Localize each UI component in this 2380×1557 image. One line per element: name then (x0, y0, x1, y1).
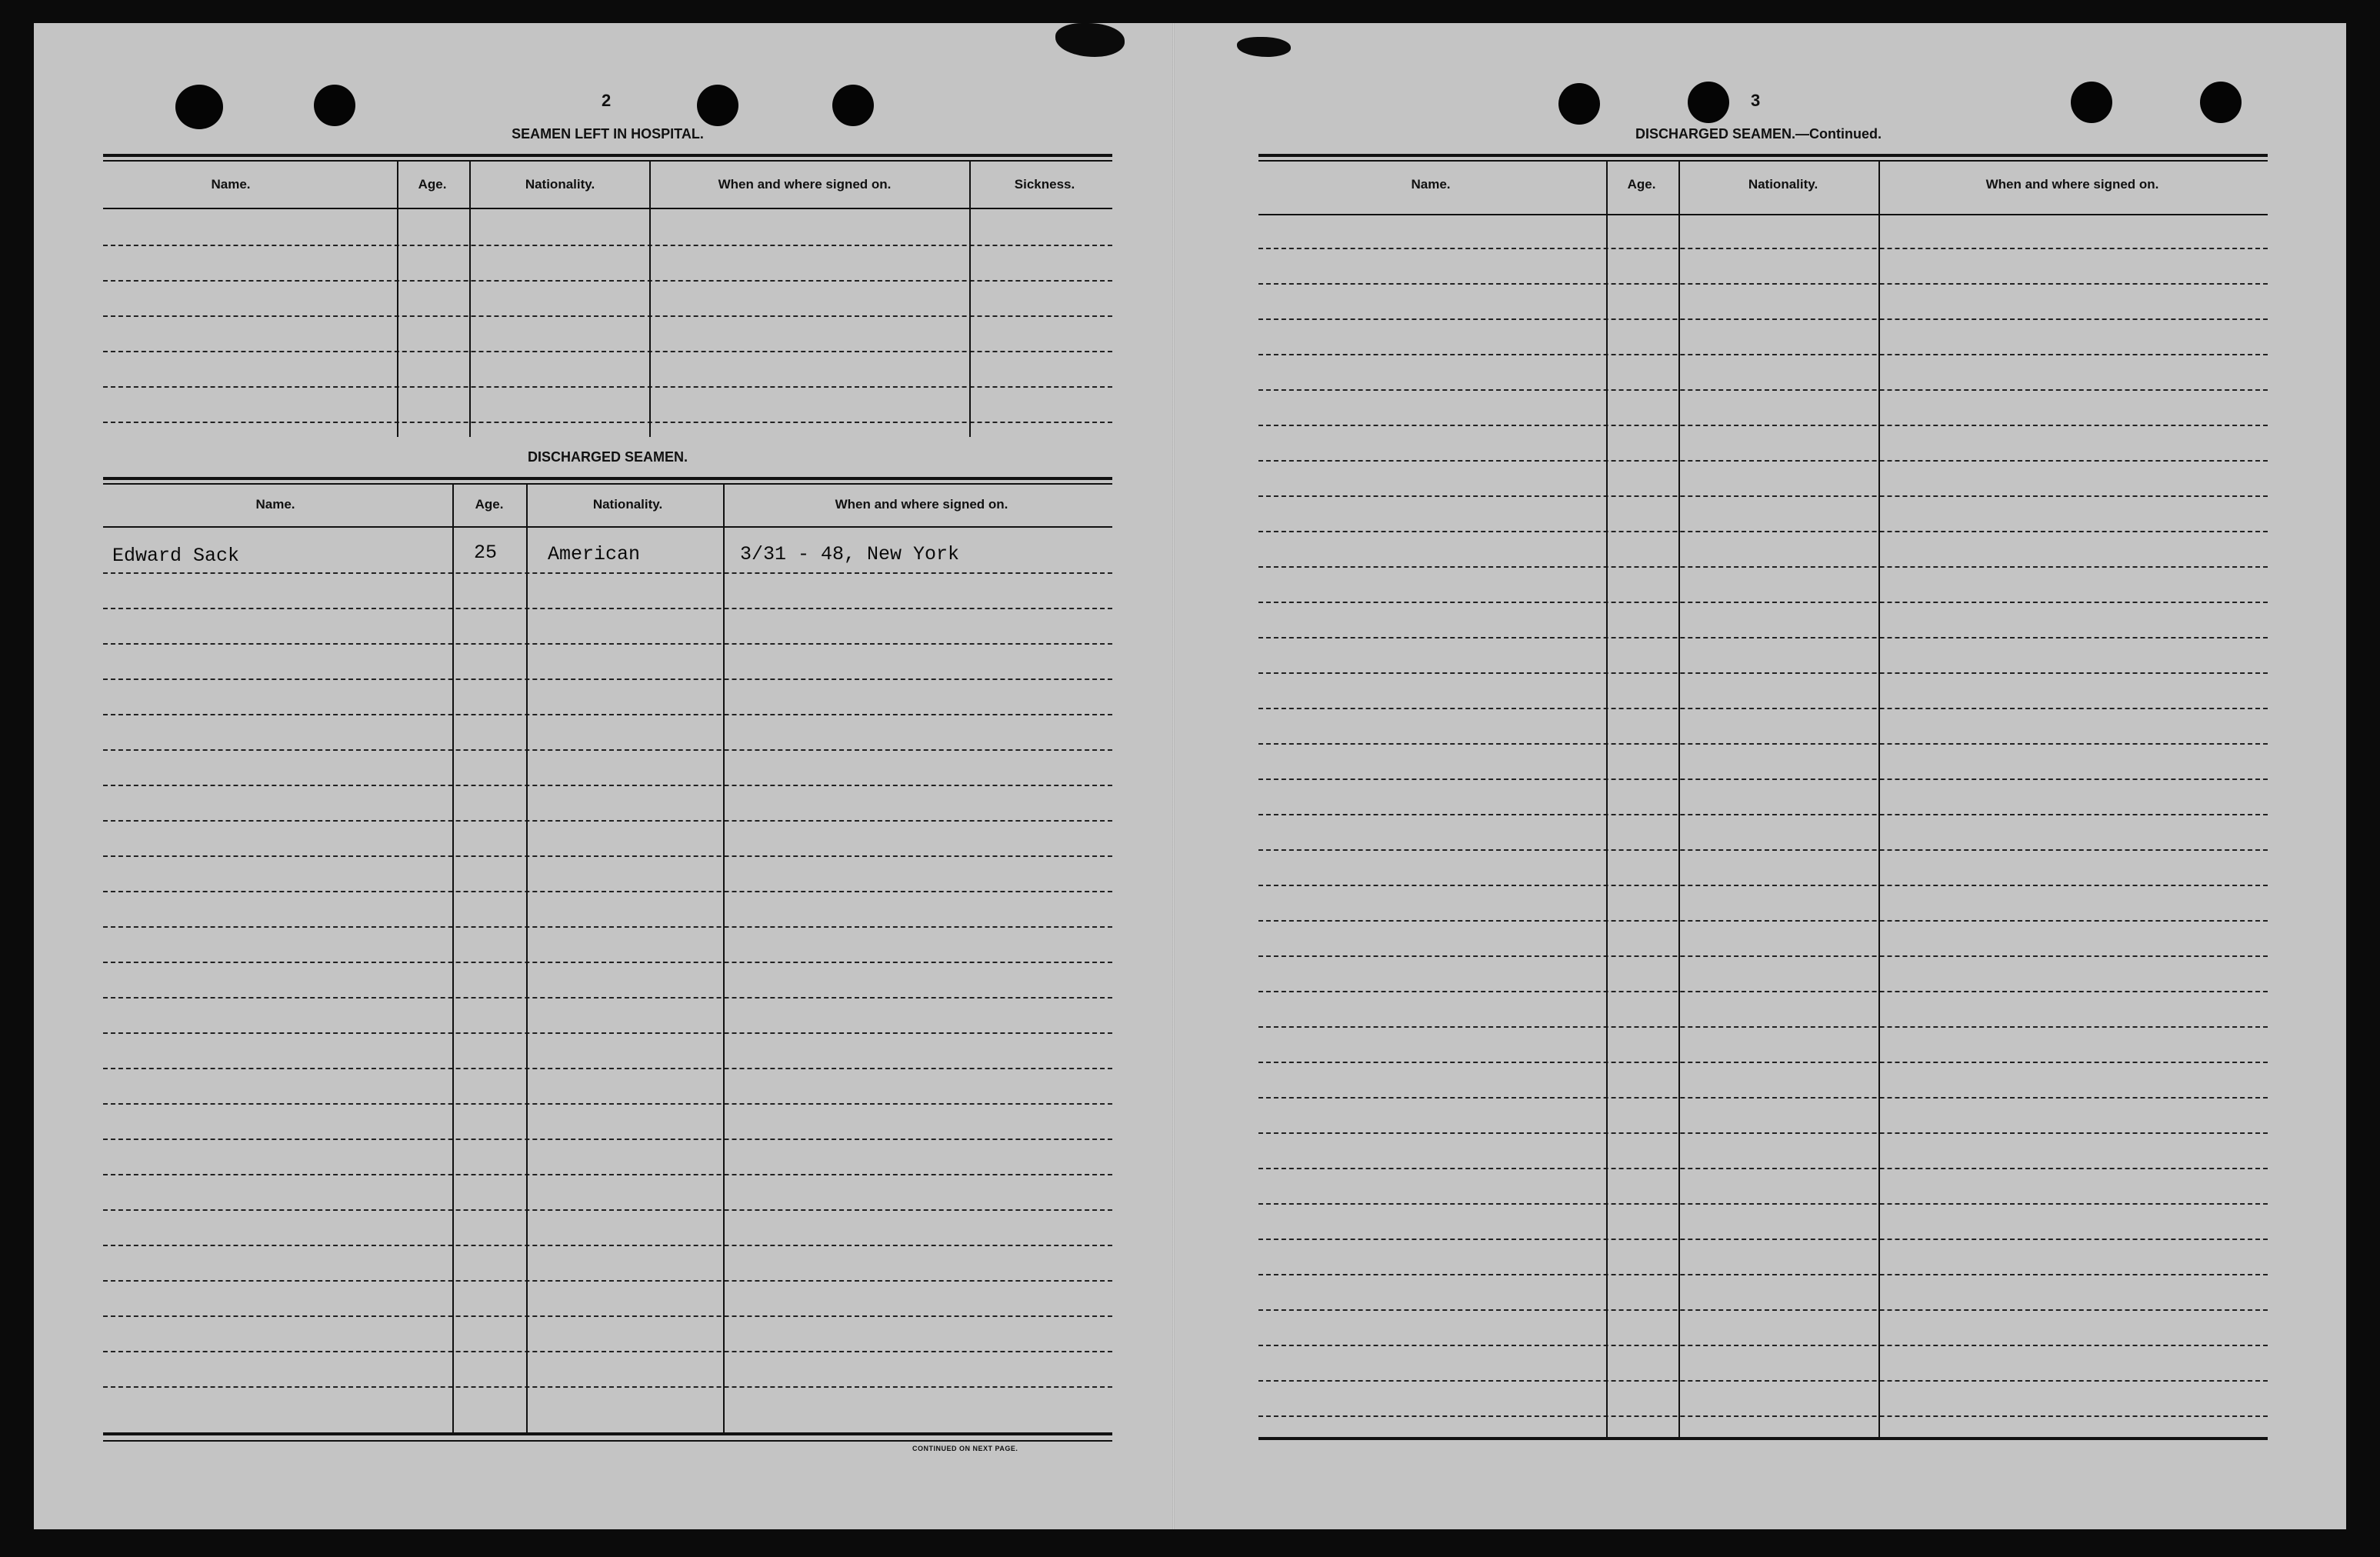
section-title-hospital: SEAMEN LEFT IN HOSPITAL. (512, 126, 704, 142)
ruled-line (1258, 778, 2268, 780)
ruled-line (1258, 1274, 2268, 1275)
discharged-name: Edward Sack (112, 545, 240, 567)
ruled-line (1258, 495, 2268, 497)
column-divider (1678, 162, 1680, 1440)
ruled-line (1258, 1309, 2268, 1311)
rule (1258, 160, 2268, 162)
column-header-sickness: Sickness. (1014, 177, 1075, 192)
ruled-line (1258, 248, 2268, 249)
header-rule (1258, 214, 2268, 215)
column-header-name: Name. (255, 497, 295, 512)
ruled-line (1258, 1097, 2268, 1099)
ruled-line (1258, 885, 2268, 886)
ruled-line (1258, 1168, 2268, 1169)
column-header-nationality: Nationality. (1748, 177, 1818, 192)
column-header-name: Name. (211, 177, 251, 192)
ruled-line (1258, 1380, 2268, 1382)
discharged-nationality: American (548, 543, 641, 565)
section-title-discharged-continued: DISCHARGED SEAMEN.—Continued. (1635, 126, 1882, 142)
column-header-signed-on: When and where signed on. (835, 497, 1008, 512)
ruled-line (1258, 920, 2268, 922)
column-divider (1878, 162, 1880, 1440)
column-header-name: Name. (1411, 177, 1451, 192)
ruled-line (1258, 425, 2268, 426)
discharged-signed-on: 3/31 - 48, New York (740, 543, 960, 565)
ruled-line (1258, 1203, 2268, 1205)
ruled-line (1258, 708, 2268, 709)
column-header-nationality: Nationality. (525, 177, 595, 192)
column-header-age: Age. (1627, 177, 1656, 192)
ruled-line (1258, 1415, 2268, 1417)
column-header-signed-on: When and where signed on. (1985, 177, 2159, 192)
page-number: 3 (1751, 91, 1761, 110)
ruled-line (1258, 1132, 2268, 1134)
ruled-line (1258, 531, 2268, 532)
ruled-line (1258, 460, 2268, 462)
ruled-line (1258, 814, 2268, 815)
column-header-signed-on: When and where signed on. (718, 177, 892, 192)
ruled-line (1258, 743, 2268, 745)
ruled-line (1258, 602, 2268, 603)
discharged-age: 25 (474, 542, 498, 564)
ruled-line (1258, 1026, 2268, 1028)
ruled-line (1258, 389, 2268, 391)
ruled-line (1258, 1345, 2268, 1346)
section-title-discharged: DISCHARGED SEAMEN. (527, 449, 688, 465)
column-header-nationality: Nationality. (592, 497, 663, 512)
ruled-line (1258, 637, 2268, 638)
ruled-line (1258, 991, 2268, 992)
rule (1258, 1437, 2268, 1440)
ruled-line (1258, 354, 2268, 355)
ruled-line (1258, 566, 2268, 568)
ruled-line (1258, 849, 2268, 851)
ruled-line (1258, 318, 2268, 320)
column-header-age: Age. (475, 497, 504, 512)
ruled-line (1258, 1062, 2268, 1063)
ruled-line (1258, 672, 2268, 674)
column-divider (1606, 162, 1608, 1440)
ruled-line (1258, 283, 2268, 285)
continued-footer: CONTINUED ON NEXT PAGE. (912, 1445, 1018, 1452)
page-number: 2 (602, 91, 612, 110)
column-header-age: Age. (418, 177, 447, 192)
ruled-line (1258, 955, 2268, 957)
ruled-line (1258, 1239, 2268, 1240)
rule (1258, 154, 2268, 157)
